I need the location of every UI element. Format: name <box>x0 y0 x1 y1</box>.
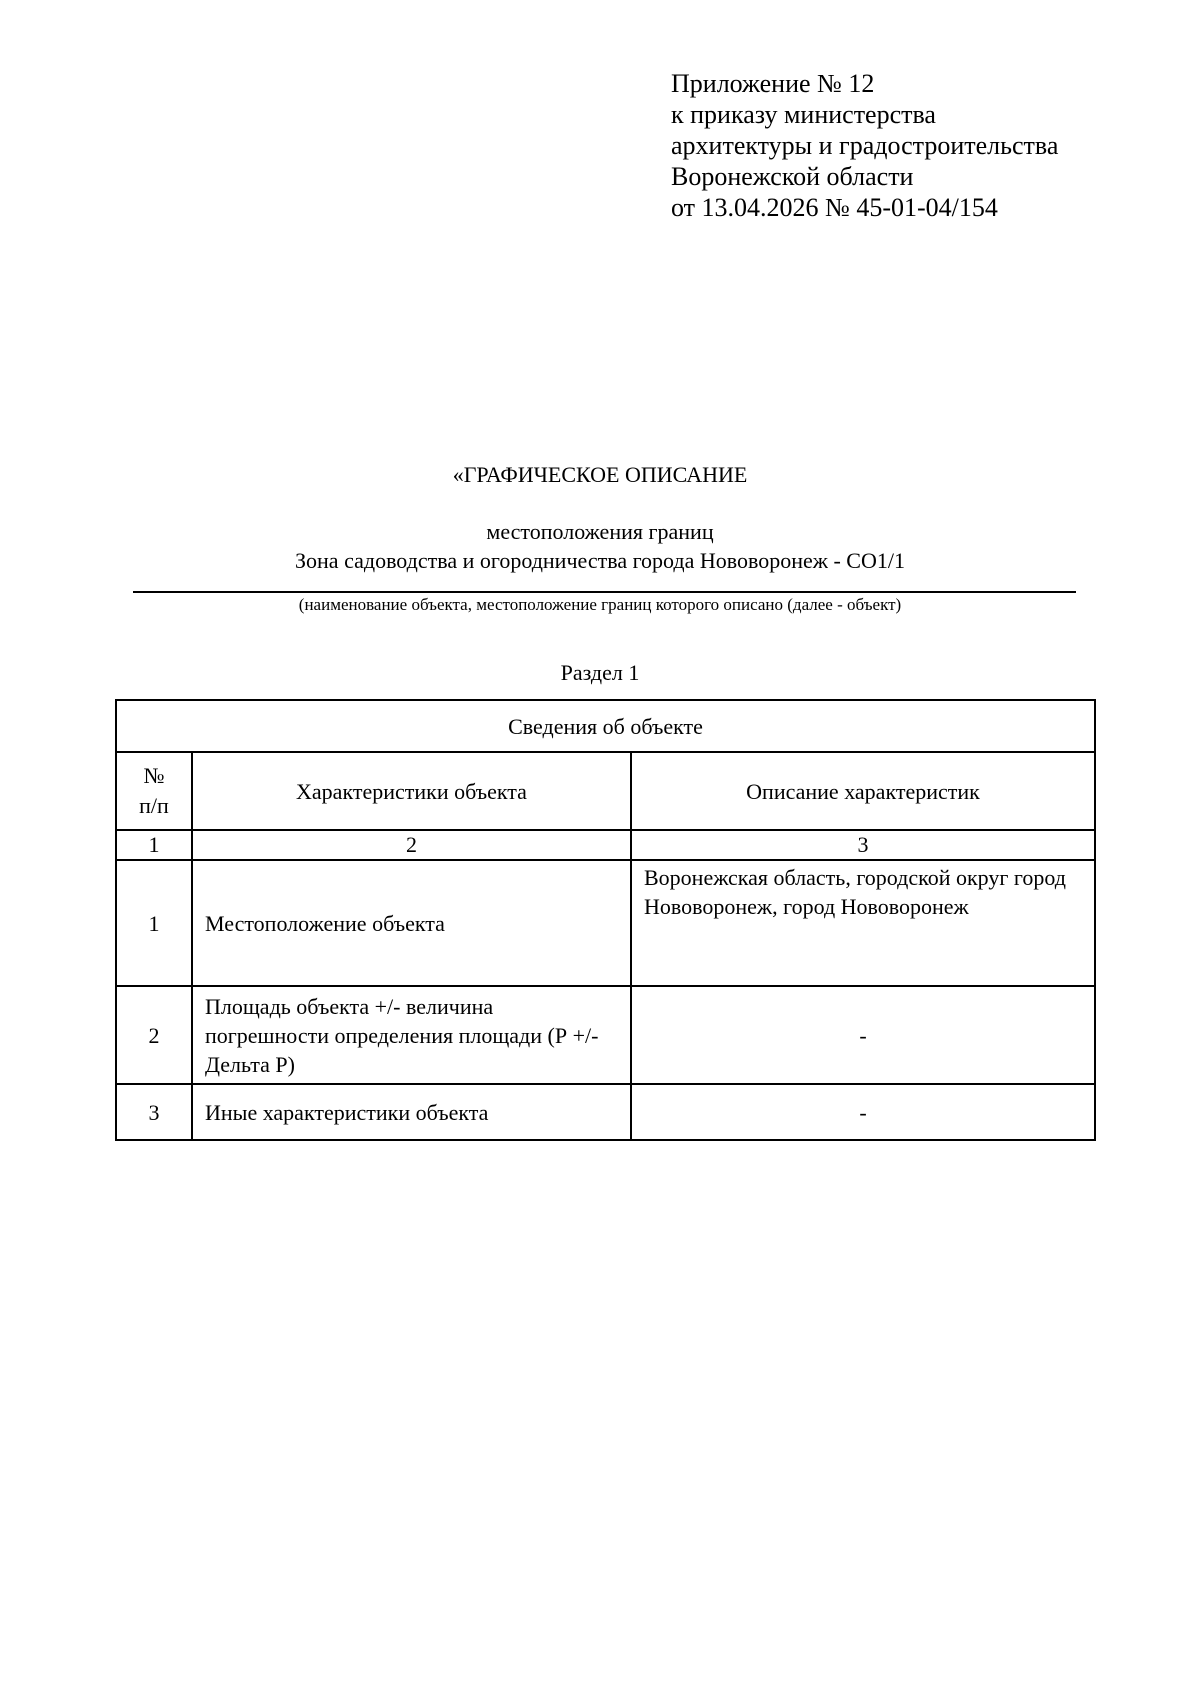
column-index-row <box>116 830 1095 860</box>
object-name: Зона садоводства и огородничества города Нововоронеж - СО1/1 <box>295 548 905 573</box>
header-number <box>116 752 192 830</box>
table-caption: Сведения об объекте <box>116 700 1095 752</box>
document-title: «ГРАФИЧЕСКОЕ ОПИСАНИЕ <box>452 462 748 487</box>
row-description: Воронежская область, городской округ город Нововоронеж, город Нововоронеж <box>631 860 1095 986</box>
table-row <box>116 860 1095 986</box>
header-number-symbol: № <box>143 763 165 788</box>
header-characteristic: Характеристики объекта <box>192 752 631 830</box>
table-caption-row <box>116 700 1095 752</box>
row-characteristic: Местоположение объекта <box>192 860 631 986</box>
column-index: 3 <box>631 830 1095 860</box>
row-number: 1 <box>116 860 192 986</box>
header-description: Описание характеристик <box>631 752 1095 830</box>
table-header-row <box>116 752 1095 830</box>
row-description: - <box>631 1084 1095 1140</box>
object-name-underline <box>133 591 1076 593</box>
object-name-caption: (наименование объекта, местоположение границ которого описано (далее - объект) <box>298 595 902 614</box>
object-info-table <box>115 699 1096 1141</box>
document-subtitle: местоположения границ <box>486 519 714 544</box>
appendix-header <box>671 68 1171 223</box>
row-number: 3 <box>116 1084 192 1140</box>
appendix-line: Воронежской области <box>671 162 914 191</box>
column-index: 2 <box>192 830 631 860</box>
row-characteristic: Площадь объекта +/- величина погрешности определения площади (Р +/- Дельта Р) <box>192 986 631 1084</box>
row-number: 2 <box>116 986 192 1084</box>
appendix-line: архитектуры и градостроительства <box>671 131 1059 160</box>
appendix-line: к приказу министерства <box>671 100 936 129</box>
appendix-line: от 13.04.2026 № 45-01-04/154 <box>671 193 998 222</box>
appendix-line: Приложение № 12 <box>671 69 875 98</box>
table-row <box>116 1084 1095 1140</box>
column-index: 1 <box>116 830 192 860</box>
row-characteristic: Иные характеристики объекта <box>192 1084 631 1140</box>
row-description: - <box>631 986 1095 1084</box>
table-row <box>116 986 1095 1084</box>
section-title: Раздел 1 <box>560 660 640 685</box>
header-number-abbrev: п/п <box>139 793 169 818</box>
